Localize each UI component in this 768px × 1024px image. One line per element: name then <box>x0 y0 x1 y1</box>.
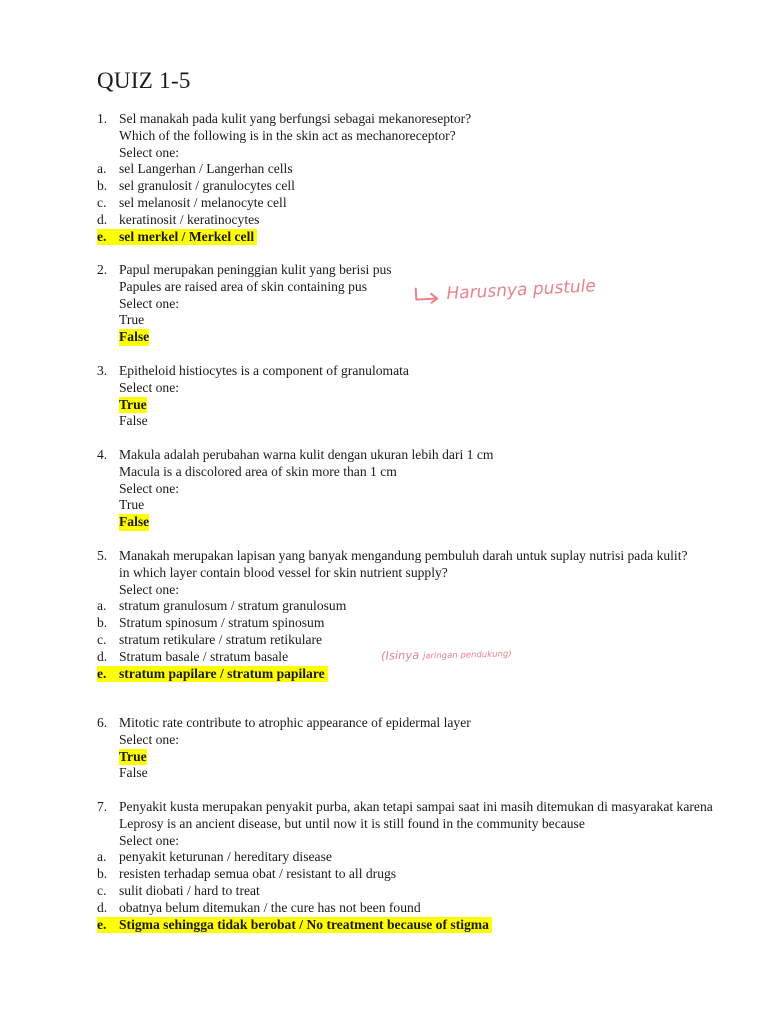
question-number: 5. <box>97 548 108 563</box>
select-one-label: Select one: <box>119 379 180 395</box>
option-e-correct: e. sel merkel / Merkel cell <box>97 229 717 246</box>
question-number: 3. <box>97 363 108 378</box>
page-title: QUIZ 1-5 <box>97 68 191 93</box>
select-one-label: Select one: <box>119 581 180 597</box>
question-text-en: Which of the following is in the skin act as mechanoreceptor? <box>119 127 456 143</box>
question-text-id: Sel manakah pada kulit yang berfungsi sebagai mekanoreseptor? <box>119 111 472 126</box>
question-text-en: Papules are raised area of skin containing pus <box>119 278 368 294</box>
question-3 <box>97 363 717 430</box>
option-d: d. Stratum basale / stratum basale <box>97 648 289 664</box>
handwritten-note-pustule: Harusnya pustule <box>413 276 597 306</box>
question-number: 2. <box>97 262 108 277</box>
question-1 <box>97 111 717 245</box>
question-number: 4. <box>97 447 108 462</box>
option-b: b. sel granulosit / granulocytes cell <box>97 178 295 194</box>
question-text-id: Makula adalah perubahan warna kulit dengan ukuran lebih dari 1 cm <box>119 447 494 462</box>
option-a: a. sel Langerhan / Langerhan cells <box>97 161 293 177</box>
question-7 <box>97 799 717 933</box>
question-text: Mitotic rate contribute to atrophic appearance of epidermal layer <box>119 715 471 730</box>
question-text-id: Manakah merupakan lapisan yang banyak mengandung pembuluh darah untuk suplay nutrisi pada kulit? <box>119 548 688 563</box>
answer-true: True <box>119 312 145 328</box>
select-one-label: Select one: <box>119 480 180 496</box>
answer-false-correct: False <box>119 329 150 345</box>
option-b: b. resisten terhadap semua obat / resistant to all drugs <box>97 866 397 882</box>
answer-true-correct: True <box>119 748 147 764</box>
question-number: 7. <box>97 799 108 814</box>
option-a: a. penyakit keturunan / hereditary disease <box>97 849 332 865</box>
select-one-label: Select one: <box>119 144 180 160</box>
option-e-correct: e. Stigma sehingga tidak berobat / No treatment because of stigma <box>97 917 717 934</box>
option-c: c. stratum retikulare / stratum retikulare <box>97 631 323 647</box>
question-text-en: in which layer contain blood vessel for skin nutrient supply? <box>119 564 448 580</box>
question-2 <box>97 262 717 346</box>
option-b: b. Stratum spinosum / stratum spinosum <box>97 615 325 631</box>
question-4 <box>97 447 717 531</box>
question-text-en: Macula is a discolored area of skin more than 1 cm <box>119 463 397 479</box>
answer-false-correct: False <box>119 514 150 530</box>
select-one-label: Select one: <box>119 832 180 848</box>
question-text: Epitheloid histiocytes is a component of granulomata <box>119 363 409 378</box>
answer-false: False <box>119 765 148 781</box>
option-d: d. obatnya belum ditemukan / the cure has not been found <box>97 899 421 915</box>
answer-false: False <box>119 413 148 429</box>
option-e-correct: e. stratum papilare / stratum papilare <box>97 666 717 683</box>
question-text-id: Papul merupakan peninggian kulit yang berisi pus <box>119 262 392 277</box>
answer-true: True <box>119 497 145 513</box>
question-number: 6. <box>97 715 108 730</box>
question-text-id: Penyakit kusta merupakan penyakit purba, akan tetapi sampai saat ini masih ditemukan di masyarakat karena <box>119 799 713 814</box>
option-c: c. sulit diobati / hard to treat <box>97 882 260 898</box>
option-c: c. sel melanosit / melanocyte cell <box>97 194 287 210</box>
question-number: 1. <box>97 111 108 126</box>
question-6 <box>97 715 717 782</box>
option-d: d. keratinosit / keratinocytes <box>97 211 260 227</box>
option-a: a. stratum granulosum / stratum granulosum <box>97 598 347 614</box>
arrow-icon <box>413 285 442 304</box>
answer-true-correct: True <box>119 396 147 412</box>
question-5 <box>97 548 717 682</box>
question-text-en: Leprosy is an ancient disease, but until now it is still found in the community because <box>119 815 585 831</box>
select-one-label: Select one: <box>119 731 180 747</box>
handwritten-note-layer: (Isinya jaringan pendukung) <box>380 647 512 663</box>
select-one-label: Select one: <box>119 295 180 311</box>
